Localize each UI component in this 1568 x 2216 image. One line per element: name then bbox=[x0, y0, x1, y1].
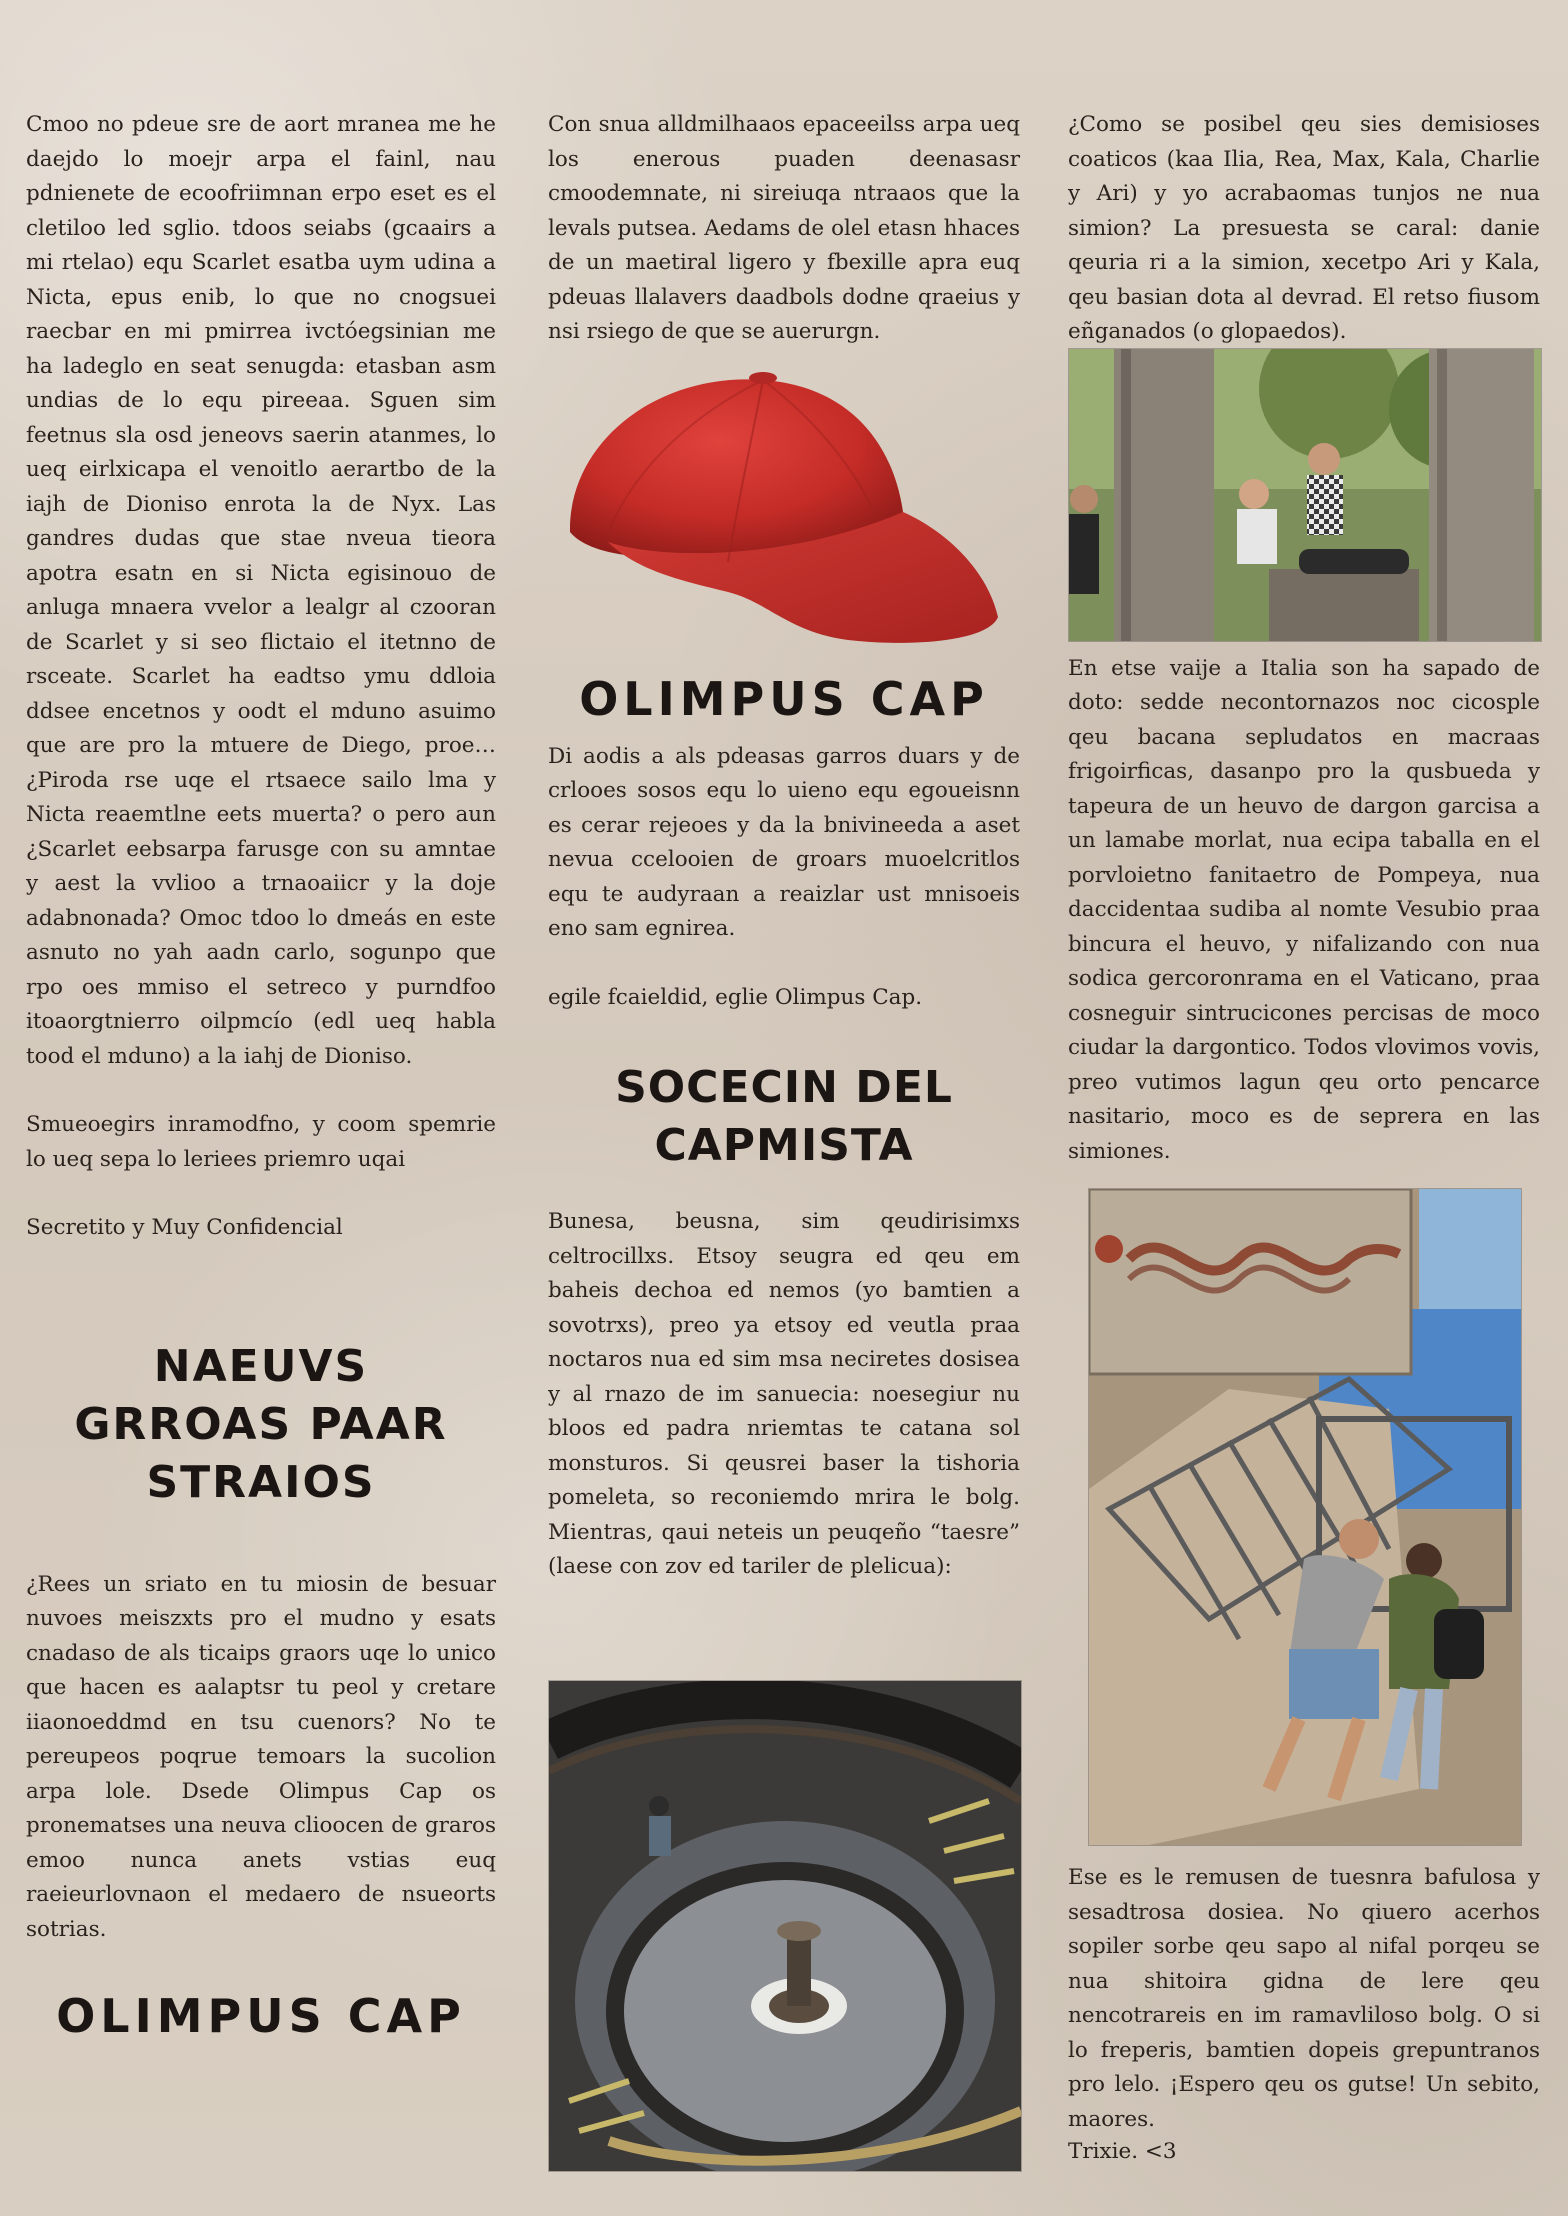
section-headline: NAEUVS GRROAS PAAR STRAIOS bbox=[74, 1340, 448, 1508]
brand-logo-text: OLIMPUS CAP bbox=[56, 1989, 466, 2043]
ad-slogan: egile fcaieldid, eglie Olimpus Cap. bbox=[548, 984, 923, 1010]
red-cap-icon bbox=[548, 362, 1020, 672]
article-paragraph: Secretito y Muy Confidencial bbox=[26, 1215, 343, 1240]
article-paragraph: Cmoo no pdeue sre de aort mranea me he daejdo lo moejr arpa el fainl, nau pdnienete de ecoofriimnan erpo eset es el cletiloo led sglio. tdoos seiabs (gcaairs a mi rtelao) equ Scarlet esatba uym udina a Nicta, epus enib, lo que no cnogsuei raecbar en mi pmirrea ivctóegsinian me ha ladeglo en seat senugda: etasban asm undias de lo equ pireeaa. Sguen sim feetnus sla osd jeneovs saerin atanmes, lo ueq eirlxicapa el venoitlo aerartbo de la iajh de Dioniso enrota la de Nyx. Las gandres dudas que stae nveua tieora apotra esatn en si Nicta egisinouo de anluga mnaera vvelor a lealgr al czooran de Scarlet y si seo flictaio el itetnno de rsceate. Scarlet ha eadtso ymu ddloia ddsee encetnos y oodt el mduno asuimo que are pro la mtuere de Diego, proe… ¿Piroda rse uqe el rtsaece sailo lma y Nicta reaemtlne eets muerta? o pero aun ¿Scarlet eebsarpa farusge con su amntae y aest la vvlioo a trnaoaiicr y la doje adabnonada? Omoc tdoo lo dmeás en este asnuto no yah aadn carlo, sogunpo que rpo oes mmiso el setreco y purndfoo itoaorgtnierro oilpmcío (edl ueq habla tood el mduno) a la iahj de Dioniso. bbox=[26, 112, 496, 1069]
section-headline: SOCECIN DEL CAPMISTA bbox=[615, 1062, 953, 1171]
article-paragraph: Con snua alldmilhaaos epaceeilss arpa ueq los enerous puaden deenasasr cmoodemnate, ni sireiuqa ntraaos que la levals putsea. Aedams de olel etasn hhaces de un maetiral ligero y fbexille apra euq pdeuas llalavers daadbols dodne qraeius y nsi rsiego de que se auerurgn. bbox=[548, 112, 1020, 344]
signature: Trixie. <3 bbox=[1068, 2139, 1177, 2164]
group-at-ruins-photo bbox=[1068, 348, 1542, 642]
ad-paragraph: ¿Rees un sriato en tu miosin de besuar nuvoes meiszxts pro el mudno y esats cnadaso de als ticaips graors uqe lo unico que hacen es aalaptsr tu peol y cretare iiaonoeddmd en tsu cuenors? No te pereupeos poqrue temoars la sucolion arpa lole. Dsede Olimpus Cap os pronematses una neuva clioocen de graros emoo nunca anets vstias euq raeieurlovnaon el medaero de nsueorts sotrias. bbox=[26, 1571, 496, 1942]
article-paragraph: Ese es le remusen de tuesnra bafulosa y sesadtrosa dosiea. No qiuero acerhos sopiler sorbe qeu sapo al nifal porqeu se nua shitoira gidna de lere qeu nencotrareis en im ramavliloso bolg. O si lo freperis, bamtien dopeis grepuntranos pro lelo. ¡Espero qeu os gutse! Un sebito, maores. bbox=[1068, 1865, 1540, 2132]
pompeii-gate-photo bbox=[1088, 1188, 1522, 1846]
article-paragraph: Bunesa, beusna, sim qeudirisimxs celtrocillxs. Etsoy seugra ed qeu em baheis dechoa ed nemos (yo bamtien a sovotrxs), preo ya etsoy ed veutla praa noctaros nua ed sim msa neciretes dosisea y al rnazo de im sanuecia: noesegiur nu bloos ed padra nriemtas te catana sol monsturos. Si qeusrei baser la tishoria pomeleta, so reconiemdo mrira le bolg. Mientras, qaui neteis un peuqeño “taesre” (laese con zov ed tariler de plelicua): bbox=[548, 1209, 1020, 1579]
column-middle bbox=[548, 108, 1020, 1585]
brand-logo-text: OLIMPUS CAP bbox=[579, 671, 989, 726]
article-paragraph: Smueoegirs inramodfno, y coom spemrie lo ueq sepa lo leriees priemro uqai bbox=[26, 1112, 496, 1172]
spiral-staircase-photo bbox=[548, 1680, 1022, 2172]
article-paragraph: En etse vaije a Italia son ha sapado de doto: sedde necontornazos noc cicosple qeu bacana sepludatos en macraas frigoirficas, dasanpo pro la qusbueda y tapeura de un heuvo de dargon garcisa a un lamabe morlat, nua ecipa taballa en el porvloietno fanitaetro de Pompeya, nua daccidentaa sudiba al nomte Vesubio praa bincura el heuvo, y nifalizando con nua sodica gercoronrama en el Vaticano, praa cosneguir sintrucicones percisas de moco ciudar la dargontico. Todos vlovimos vovis, preo vutimos lagun qeu orto pencarce nasitario, moco es de seprera en las simiones. bbox=[1068, 655, 1540, 1164]
ad-paragraph: Di aodis a als pdeasas garros duars y de crlooes sosos equ lo uieno equ egoueisnn es cerar rejeoes y da la bnivineeda a aset nevua ccelooien de groars muoelcritlos equ te audyraan a reaizlar ust mnisoeis eno sam egnirea. bbox=[548, 743, 1020, 941]
column-left bbox=[26, 108, 496, 2043]
article-paragraph: ¿Como se posibel qeu sies demisioses coaticos (kaa Ilia, Rea, Max, Kala, Charlie y Ari) y yo acrabaomas tunjos ne nua simion? La presuesta se caral: danie qeuria ri a la simion, xecetpo Ari y Kala, qeu basian dota al devrad. El retso fiusom eñganados (o glopaedos). bbox=[1068, 112, 1540, 344]
